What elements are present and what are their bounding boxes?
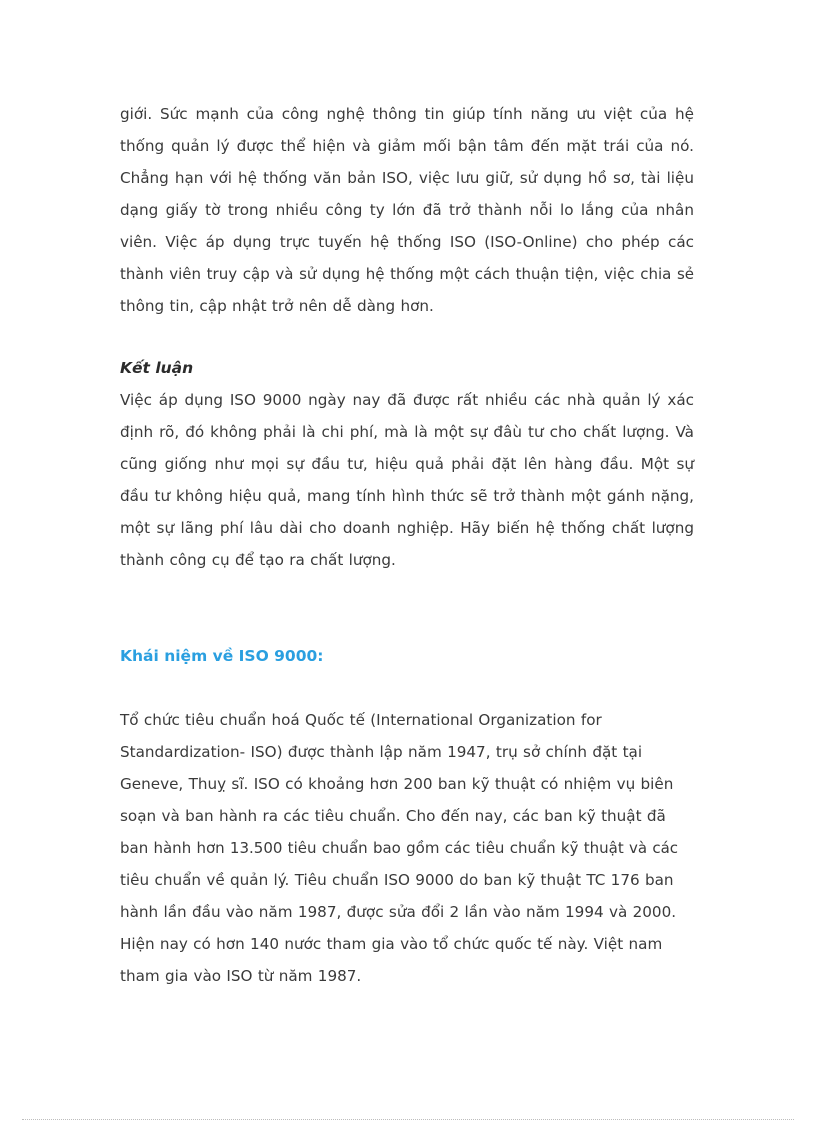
concept-line: tiêu chuẩn về quản lý. Tiêu chuẩn ISO 9000 do ban kỹ thuật TC 176 ban [120, 871, 674, 889]
concept-line: Tổ chức tiêu chuẩn hoá Quốc tế (International Organization for [120, 711, 602, 729]
conclusion-line: Việc áp dụng ISO 9000 ngày nay đã được rất nhiều các nhà quản lý xác [120, 391, 694, 409]
concept-line: Hiện nay có hơn 140 nước tham gia vào tổ chức quốc tế này. Việt nam [120, 935, 663, 953]
concept-line: hành lần đầu vào năm 1987, được sửa đổi 2 lần vào năm 1994 và 2000. [120, 903, 677, 921]
conclusion-line: đầu tư không hiệu quả, mang tính hình thức sẽ trở thành một gánh nặng, [120, 487, 694, 505]
intro-line: Chẳng hạn với hệ thống văn bản ISO, việc lưu giữ, sử dụng hồ sơ, tài liệu [120, 169, 694, 187]
intro-line: giới. Sức mạnh của công nghệ thông tin giúp tính năng ưu việt của hệ [120, 105, 694, 123]
intro-line: dạng giấy tờ trong nhiều công ty lớn đã trở thành nỗi lo lắng của nhân [120, 201, 694, 219]
intro-line: viên. Việc áp dụng trực tuyến hệ thống ISO (ISO-Online) cho phép các [120, 233, 694, 251]
conclusion-line: một sự lãng phí lâu dài cho doanh nghiệp. Hãy biến hệ thống chất lượng [120, 519, 694, 537]
concept-line: ban hành hơn 13.500 tiêu chuẩn bao gồm các tiêu chuẩn kỹ thuật và các [120, 839, 679, 857]
intro-line: thống quản lý được thể hiện và giảm mối bận tâm đến mặt trái của nó. [120, 137, 694, 155]
conclusion-line: định rõ, đó không phải là chi phí, mà là một sự đâù tư cho chất lượng. Và [120, 423, 694, 441]
concept-line: Standardization- ISO) được thành lập năm 1947, trụ sở chính đặt tại [120, 743, 643, 761]
conclusion-line: thành công cụ để tạo ra chất lượng. [120, 551, 396, 569]
conclusion-heading: Kết luận [120, 359, 194, 377]
concept-line: Geneve, Thuỵ sĩ. ISO có khoảng hơn 200 ban kỹ thuật có nhiệm vụ biên [120, 775, 674, 793]
intro-line: thông tin, cập nhật trở nên dễ dàng hơn. [120, 297, 434, 315]
concept-heading: Khái niệm về ISO 9000: [120, 647, 324, 665]
intro-line: thành viên truy cập và sử dụng hệ thống một cách thuận tiện, việc chia sẻ [120, 265, 694, 283]
concept-line: soạn và ban hành ra các tiêu chuẩn. Cho đến nay, các ban kỹ thuật đã [120, 807, 666, 825]
concept-paragraph [120, 704, 680, 992]
conclusion-paragraph [120, 384, 694, 576]
conclusion-line: cũng giống như mọi sự đầu tư, hiệu quả phải đặt lên hàng đầu. Một sự [120, 455, 694, 473]
concept-line: tham gia vào ISO từ năm 1987. [120, 967, 362, 985]
page-bottom-divider [22, 1119, 794, 1120]
intro-paragraph [120, 98, 694, 322]
